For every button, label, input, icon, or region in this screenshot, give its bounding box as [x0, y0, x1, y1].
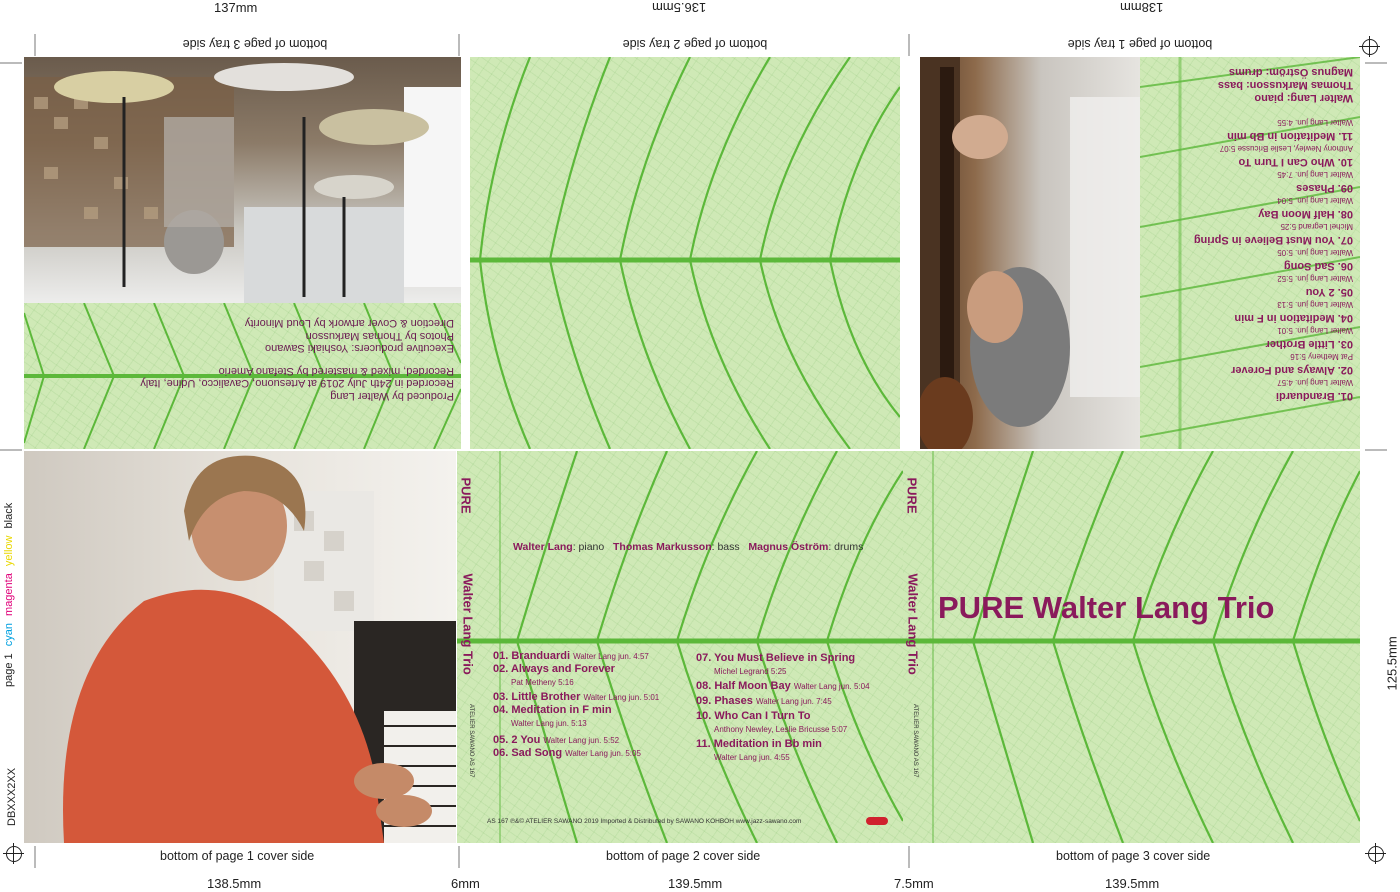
- tray-personnel-3: Magnus Öström: drums: [1228, 66, 1353, 78]
- dimension-bottom-a: 138.5mm: [207, 876, 262, 891]
- fold-line-right: [1365, 62, 1387, 64]
- tray-label-page2: bottom of page 2 tray side: [622, 37, 768, 51]
- tray-track-7: 07. You Must Believe in Spring Michel Legrand 5:25: [1193, 222, 1353, 246]
- personnel-2-name: Thomas Markusson: [613, 541, 712, 553]
- tray-track-1: 01. Branduardi Walter Lang jun. 4:57: [1275, 378, 1353, 402]
- color-bar-yellow: yellow: [3, 535, 15, 567]
- dimension-bottom-b: 6mm: [451, 876, 480, 891]
- tray-track-5: 05. 2 You Walter Lang jun. 5:52: [1277, 274, 1353, 298]
- crop-mark-bottom-mid2: [908, 846, 910, 868]
- fold-line-left: [0, 62, 22, 64]
- spine-right-artist: Walter Lang Trio: [905, 573, 921, 675]
- tray-track-6: 06. Sad Song Walter Lang jun. 5:05: [1277, 248, 1353, 272]
- color-bar-prefix: page 1: [3, 653, 15, 687]
- spine-right-title: PURE: [904, 477, 920, 514]
- credit-line-4: Executive producers: Yoshiaki Sawano: [265, 342, 454, 355]
- fold-line-mid-right: [1365, 449, 1387, 451]
- dimension-top-right: 138mm: [1120, 0, 1164, 15]
- track-06: 06. Sad Song Walter Lang jun. 5:05: [493, 747, 641, 759]
- tray-track-8: 08. Half Moon Bay Walter Lang jun. 5:04: [1258, 196, 1353, 220]
- personnel-2-role: : bass: [711, 541, 740, 553]
- label-logo: [866, 817, 888, 825]
- dimension-bottom-c: 139.5mm: [668, 876, 723, 891]
- crop-mark-bottom-mid1: [458, 846, 460, 868]
- color-bar: [3, 502, 15, 691]
- personnel-1-role: : piano: [572, 541, 605, 553]
- front-cover-panel: [903, 451, 1360, 843]
- tray-track-9: 09. Phases Walter Lang jun. 7:45: [1277, 170, 1353, 194]
- fold-line-mid-left: [0, 449, 22, 451]
- credit-line-1: Produced by Walter Lang: [330, 390, 454, 402]
- tray-label-page3: bottom of page 3 tray side: [182, 37, 328, 51]
- personnel-3-role: : drums: [828, 541, 864, 553]
- crop-mark-top-mid2: [908, 34, 910, 56]
- dimension-bottom-d: 7.5mm: [894, 876, 934, 891]
- track-10: 10. Who Can I Turn To Anthony Newley, Leslie Bricusse 5:07: [696, 710, 848, 734]
- tray-personnel-2: Thomas Markusson: bass: [1217, 79, 1353, 91]
- spine-left-artist: Walter Lang Trio: [460, 573, 476, 675]
- drummer-photo: [24, 57, 461, 303]
- track-09: 09. Phases Walter Lang jun. 7:45: [696, 695, 832, 707]
- credit-line-3: Recorded, mixed & mastered by Stefano Amerio: [218, 365, 454, 377]
- cover-label-page3: bottom of page 3 cover side: [1056, 849, 1211, 863]
- tray-tracklist-panel: [1140, 57, 1360, 449]
- tray-label-page1: bottom of page 1 tray side: [1067, 37, 1213, 51]
- spine-left-title: PURE: [458, 477, 474, 514]
- color-bar-cyan: cyan: [3, 623, 15, 647]
- personnel-3-name: Magnus Öström: [748, 541, 829, 553]
- tray-track-10: 10. Who Can I Turn To Anthony Newley, Leslie Bricusse 5:07: [1219, 144, 1353, 168]
- footer-line: AS 167 ℗&© ATELIER SAWANO 2019 Imported & Distributed by SAWANO KOHBOH www.jazz-sawano.com: [487, 818, 802, 825]
- track-03: 03. Little Brother Walter Lang jun. 5:01: [493, 691, 660, 703]
- catalog-code: DBXXX2XX: [6, 767, 18, 826]
- pianist-photo: [24, 451, 456, 843]
- personnel-line: [513, 541, 863, 553]
- tray-personnel-1: Walter Lang: piano: [1254, 92, 1353, 104]
- tray-track-3: 03. Little Brother Walter Lang jun. 5:01: [1265, 326, 1353, 350]
- track-07: 07. You Must Believe in Spring Michel Legrand 5:25: [696, 652, 856, 676]
- credit-line-6: Direction & Cover artwork by Loud Minority: [244, 317, 454, 330]
- track-08: 08. Half Moon Bay Walter Lang jun. 5:04: [696, 680, 870, 692]
- registration-mark-top-right: [1362, 39, 1378, 55]
- back-cover-panel: [457, 451, 903, 843]
- cover-label-page1: bottom of page 1 cover side: [160, 849, 315, 863]
- crop-mark-top-left: [34, 34, 36, 56]
- tray-leaf-panel: [470, 57, 900, 449]
- tray-tracklist: [1148, 65, 1353, 402]
- credits-block: [114, 317, 454, 402]
- tray-track-2: 02. Always and Forever Pat Metheny 5:16: [1231, 352, 1353, 376]
- tracklist-left: [493, 650, 693, 760]
- track-05: 05. 2 You Walter Lang jun. 5:52: [493, 734, 620, 746]
- tray-track-4: 04. Meditation in F min Walter Lang jun. 5:13: [1234, 300, 1353, 324]
- cover-label-page2: bottom of page 2 cover side: [606, 849, 761, 863]
- registration-mark-bottom-right: [1368, 846, 1384, 862]
- dimension-top-middle: 136.5mm: [652, 0, 707, 15]
- crop-mark-bottom-left: [34, 846, 36, 868]
- credit-line-2: Recorded in 24th July 2019 at Artesuono, Cavalicco, Udine, Italy: [140, 377, 454, 390]
- track-11: 11. Meditation in Bb min Walter Lang jun. 4:55: [696, 738, 822, 762]
- track-01: 01. Branduardi Walter Lang jun. 4:57: [493, 650, 649, 662]
- credit-line-5: Photos by Thomas Markusson: [305, 330, 454, 342]
- crop-mark-top-mid1: [458, 34, 460, 56]
- track-04: 04. Meditation in F min Walter Lang jun. 5:13: [493, 704, 612, 728]
- registration-mark-bottom-left: [6, 846, 22, 862]
- dimension-bottom-e: 139.5mm: [1105, 876, 1160, 891]
- spine-left-catalog: ATELIER SAWANO AS 167: [468, 704, 474, 778]
- tray-track-11: 11. Meditation in Bb min Walter Lang jun. 4:55: [1227, 118, 1353, 142]
- cover-title: PURE Walter Lang Trio: [938, 590, 1275, 625]
- tracklist-right: [696, 652, 896, 764]
- dimension-right: 125.5mm: [1384, 636, 1400, 691]
- track-02: 02. Always and Forever Pat Metheny 5:16: [493, 663, 615, 687]
- dimension-top-left: 137mm: [214, 0, 258, 15]
- spine-right-catalog: ATELIER SAWANO AS 167: [912, 704, 918, 778]
- bassist-photo: [920, 57, 1140, 449]
- credits-leaf-panel: [24, 303, 461, 449]
- color-bar-black: black: [3, 502, 15, 529]
- personnel-1-name: Walter Lang: [513, 541, 573, 553]
- color-bar-magenta: magenta: [3, 573, 15, 616]
